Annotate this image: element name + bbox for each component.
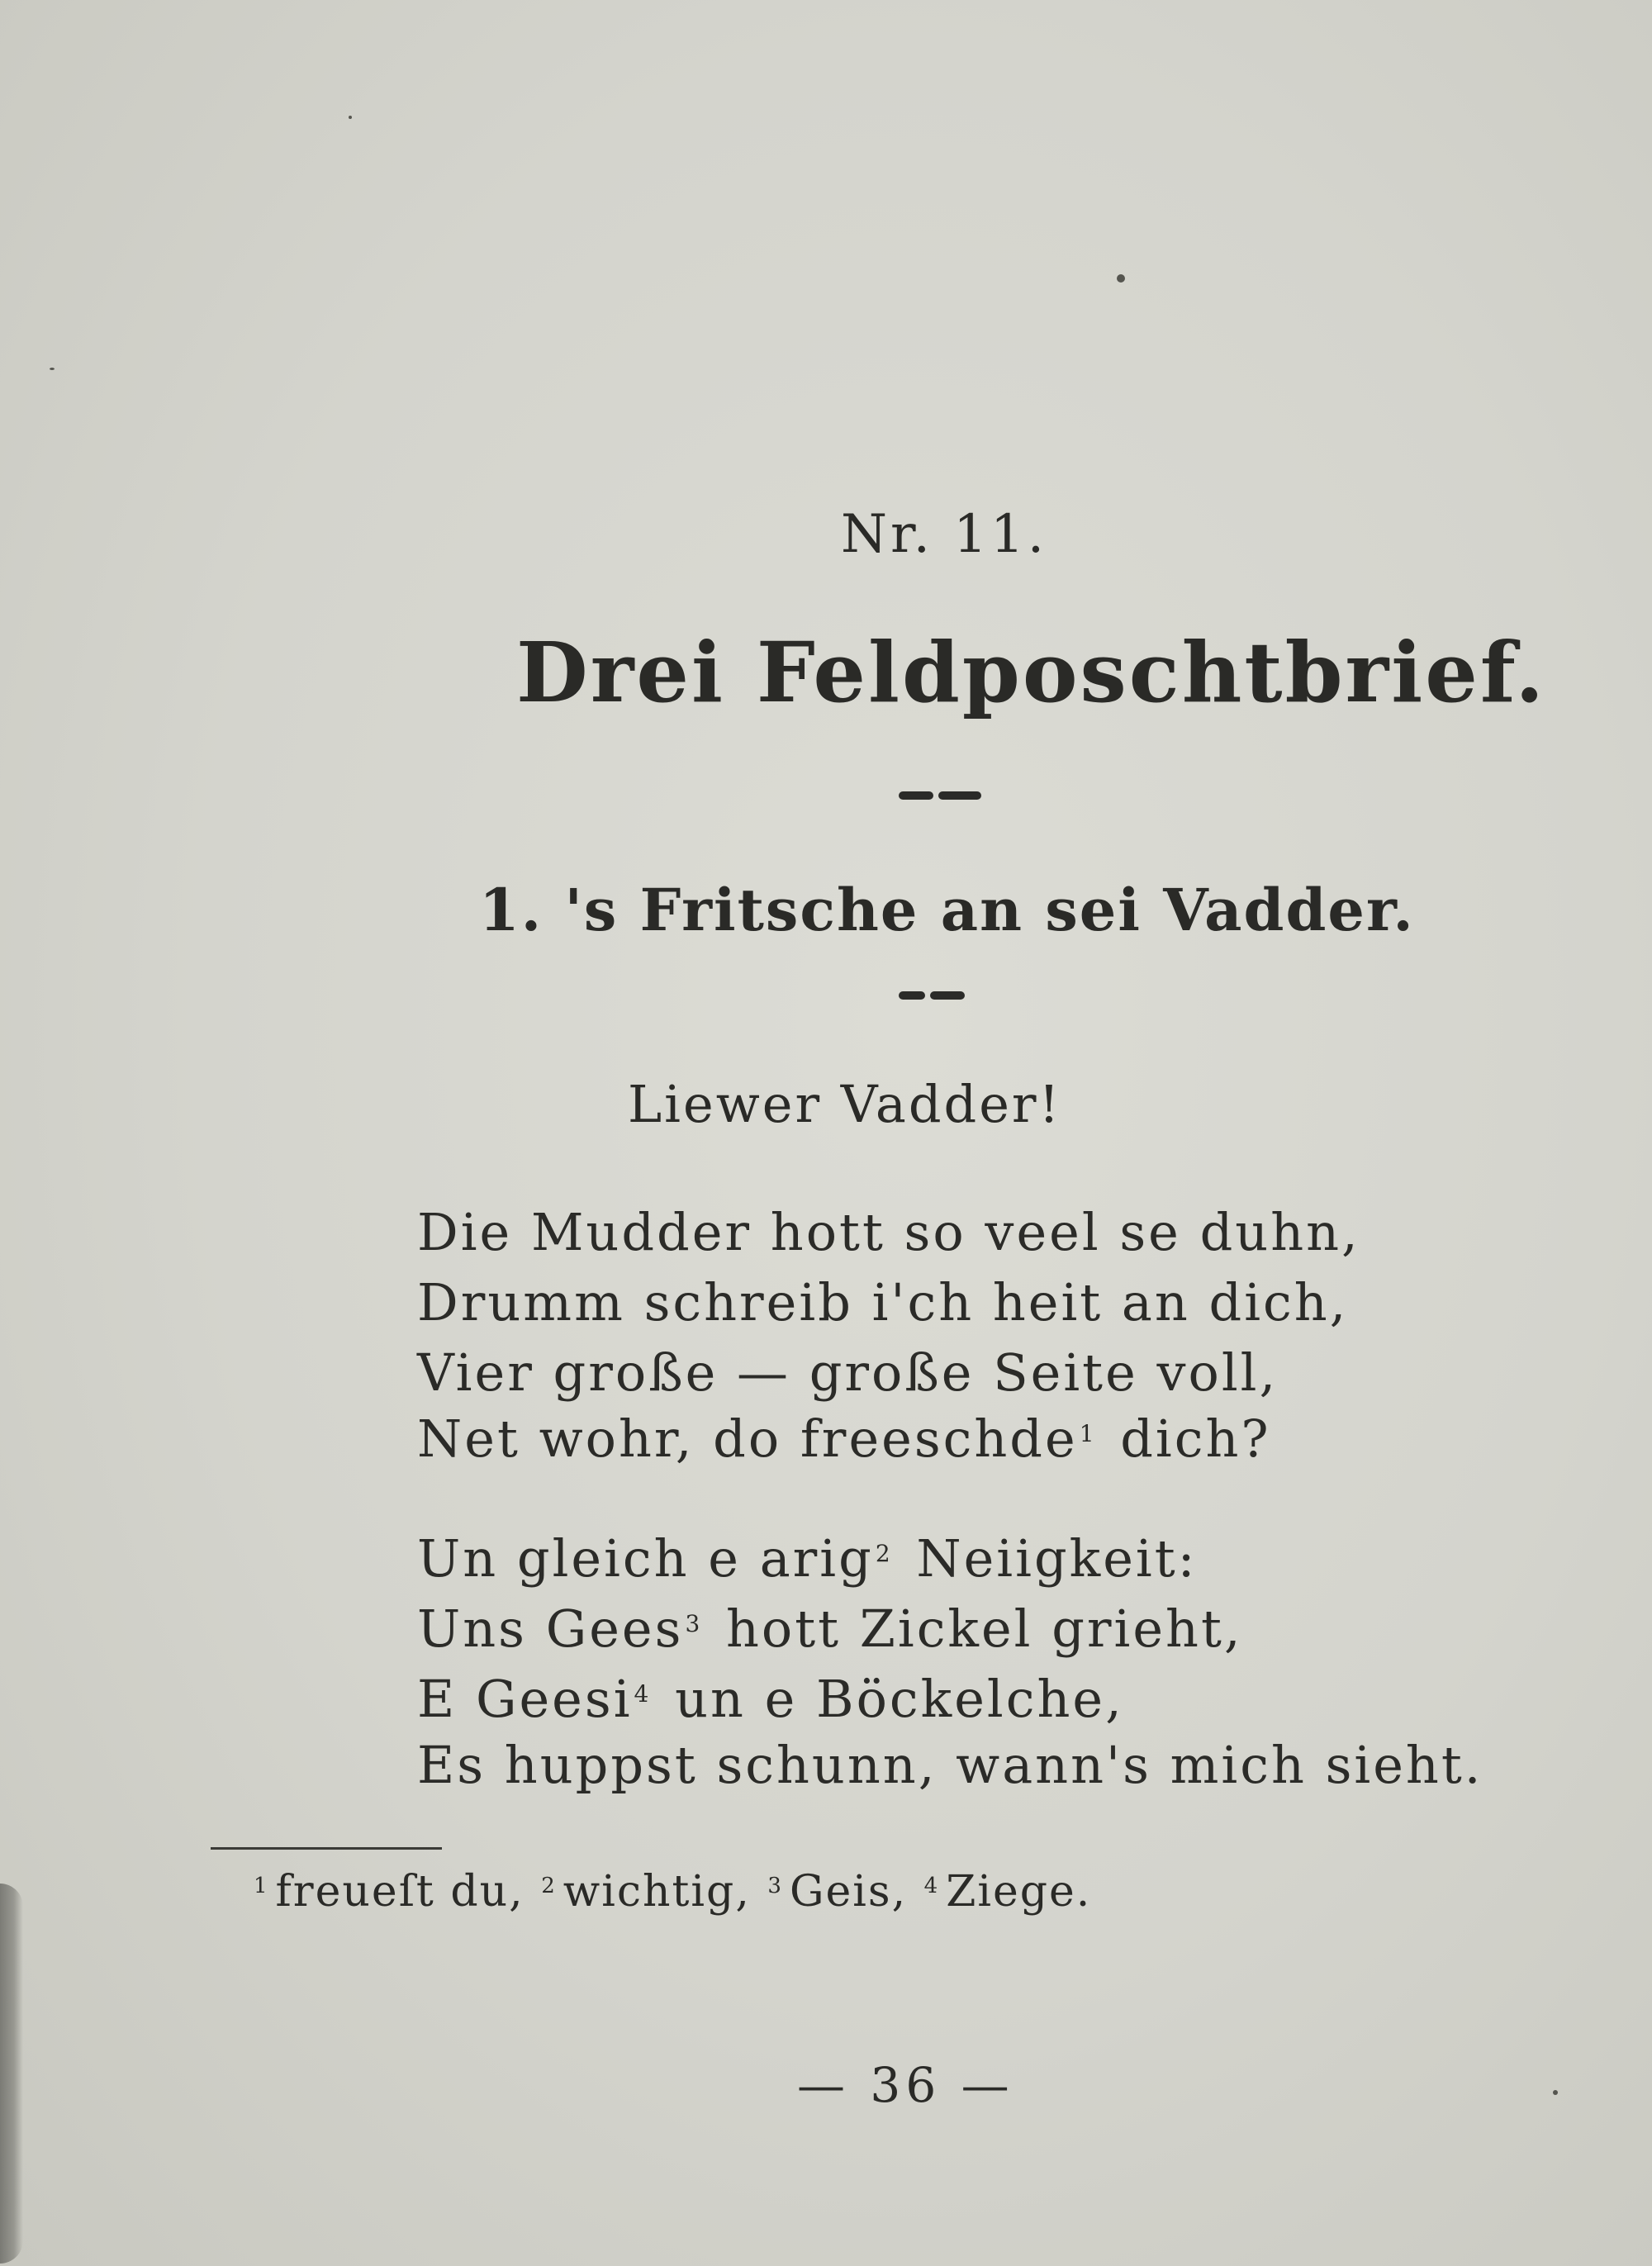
paper-speck	[1117, 274, 1125, 283]
verse-line: E Geesi$^4$ un e Böckelche,	[417, 1669, 1124, 1729]
verse-line: Die Mudder hott so veel se duhn,	[417, 1202, 1360, 1262]
footnote-marker: 3	[685, 1610, 703, 1637]
paper-speck	[1553, 2090, 1558, 2095]
verse-line: Es huppst schunn, wann's mich sieht.	[417, 1735, 1483, 1795]
section-ornament	[899, 991, 965, 1000]
footnote-text: Geis,	[789, 1867, 908, 1917]
verse-line: Vier große — große Seite voll,	[417, 1342, 1279, 1403]
paper-speck	[349, 116, 352, 119]
facing-page-edge	[0, 1884, 23, 2264]
footnote-text: Ziege.	[946, 1867, 1092, 1917]
verse-line: Net wohr, do freeschde$^1$ dich?	[417, 1409, 1271, 1469]
footnote-marker: 4	[634, 1680, 652, 1708]
verse-line: Drumm schreib i'ch heit an dich,	[417, 1272, 1349, 1333]
footnote-text: wichtig,	[563, 1867, 751, 1917]
letter-salutation: Liewer Vadder!	[628, 1074, 1062, 1134]
footnote-marker: 2	[875, 1540, 893, 1567]
paper-speck	[50, 368, 55, 370]
section-heading: 1. 's Fritsche an sei Vadder.	[479, 876, 1415, 944]
title-ornament	[899, 791, 981, 800]
footnote-marker: 1	[1079, 1420, 1097, 1447]
number-label: Nr. 11.	[841, 504, 1048, 565]
footnotes: $^1$ freueſt du, $^2$ wichtig, $^3$ Geis, $^4$ Ziege.	[254, 1867, 1092, 1917]
footnote-rule	[211, 1847, 442, 1850]
verse-line: Uns Gees$^3$ hott Zickel grieht,	[417, 1599, 1243, 1659]
verse-line: Un gleich e arig$^2$ Neiigkeit:	[417, 1528, 1198, 1589]
footnote-text: freueſt du,	[275, 1867, 525, 1917]
page-title: Drei Feldposchtbrief.	[516, 624, 1547, 721]
page-number: — 36 —	[797, 2057, 1014, 2113]
